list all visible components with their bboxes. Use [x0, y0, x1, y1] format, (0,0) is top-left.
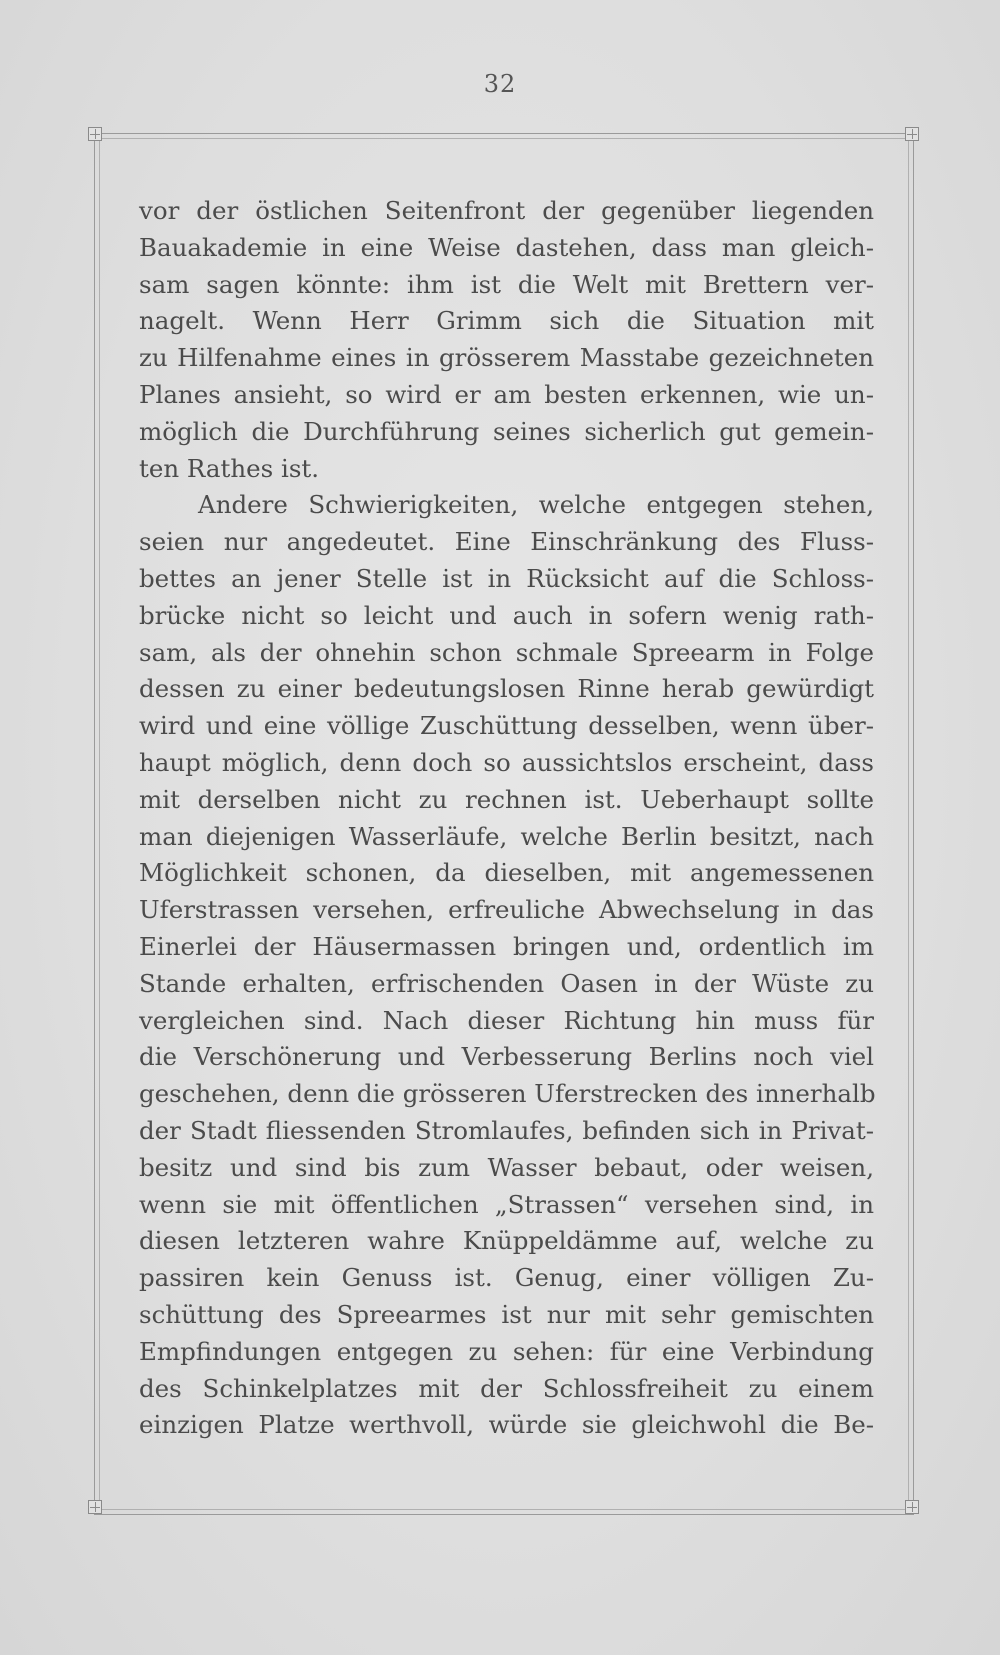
text-line: wenn sie mit öffentlichen „Strassen“ versehen sind, in [139, 1189, 874, 1219]
page-number: 32 [483, 70, 517, 98]
text-line: passiren kein Genuss ist. Genug, einer völligen Zu- [139, 1263, 874, 1293]
text-line: vergleichen sind. Nach dieser Richtung hin muss für [139, 1005, 874, 1035]
text-line: Planes ansieht, so wird er am besten erkennen, wie un- [139, 379, 874, 409]
paragraph-end-line: ten Rathes ist. [139, 453, 320, 483]
text-line: Bauakademie in eine Weise dastehen, dass man gleich- [139, 232, 874, 262]
text-line: nagelt. Wenn Herr Grimm sich die Situation mit [139, 306, 874, 336]
text-line: haupt möglich, denn doch so aussichtslos erscheint, dass [139, 747, 874, 777]
text-line: sam sagen könnte: ihm ist die Welt mit Brettern ver- [139, 269, 874, 299]
text-line: man diejenigen Wasserläufe, welche Berlin besitzt, nach [139, 821, 874, 851]
text-line: Einerlei der Häusermassen bringen und, ordentlich im [139, 931, 874, 961]
text-line: geschehen, denn die grösseren Uferstrecken des innerhalb [139, 1079, 876, 1109]
text-line: des Schinkelplatzes mit der Schlossfreiheit zu einem [139, 1373, 874, 1403]
frame-corner-ornament-icon [88, 127, 102, 141]
text-line: Empfindungen entgegen zu sehen: für eine Verbindung [139, 1336, 874, 1366]
text-line: besitz und sind bis zum Wasser bebaut, oder weisen, [139, 1152, 874, 1182]
frame-corner-ornament-icon [88, 1500, 102, 1514]
text-line: Möglichkeit schonen, da dieselben, mit angemessenen [139, 858, 874, 888]
frame-corner-ornament-icon [905, 1500, 919, 1514]
text-line: der Stadt fliessenden Stromlaufes, befinden sich in Privat- [139, 1115, 874, 1145]
text-line: zu Hilfenahme eines in grösserem Masstabe gezeichneten [139, 343, 874, 373]
text-line: einzigen Platze werthvoll, würde sie gleichwohl die Be- [139, 1410, 874, 1440]
body-text [139, 193, 874, 1444]
text-line: schüttung des Spreearmes ist nur mit sehr gemischten [139, 1299, 874, 1329]
text-line: bettes an jener Stelle ist in Rücksicht auf die Schloss- [139, 563, 874, 593]
text-line: sam, als der ohnehin schon schmale Spreearm in Folge [139, 637, 874, 667]
text-line: Stande erhalten, erfrischenden Oasen in der Wüste zu [139, 968, 874, 998]
text-line: diesen letzteren wahre Knüppeldämme auf, welche zu [139, 1226, 874, 1256]
text-line: dessen zu einer bedeutungslosen Rinne herab gewürdigt [139, 674, 874, 704]
text-line: brücke nicht so leicht und auch in sofern wenig rath- [139, 600, 874, 630]
text-line: möglich die Durchführung seines sicherlich gut gemein- [139, 416, 874, 446]
paragraph-start-line: Andere Schwierigkeiten, welche entgegen stehen, [198, 490, 874, 520]
text-line: vor der östlichen Seitenfront der gegenüber liegenden [139, 196, 874, 225]
text-line: Uferstrassen versehen, erfreuliche Abwechselung in das [139, 895, 874, 925]
text-line: wird und eine völlige Zuschüttung desselben, wenn über- [139, 711, 874, 741]
text-line: mit derselben nicht zu rechnen ist. Ueberhaupt sollte [139, 784, 874, 814]
frame-corner-ornament-icon [905, 127, 919, 141]
text-line: seien nur angedeutet. Eine Einschränkung des Fluss- [139, 527, 874, 557]
text-line: die Verschönerung und Verbesserung Berlins noch viel [139, 1042, 874, 1072]
